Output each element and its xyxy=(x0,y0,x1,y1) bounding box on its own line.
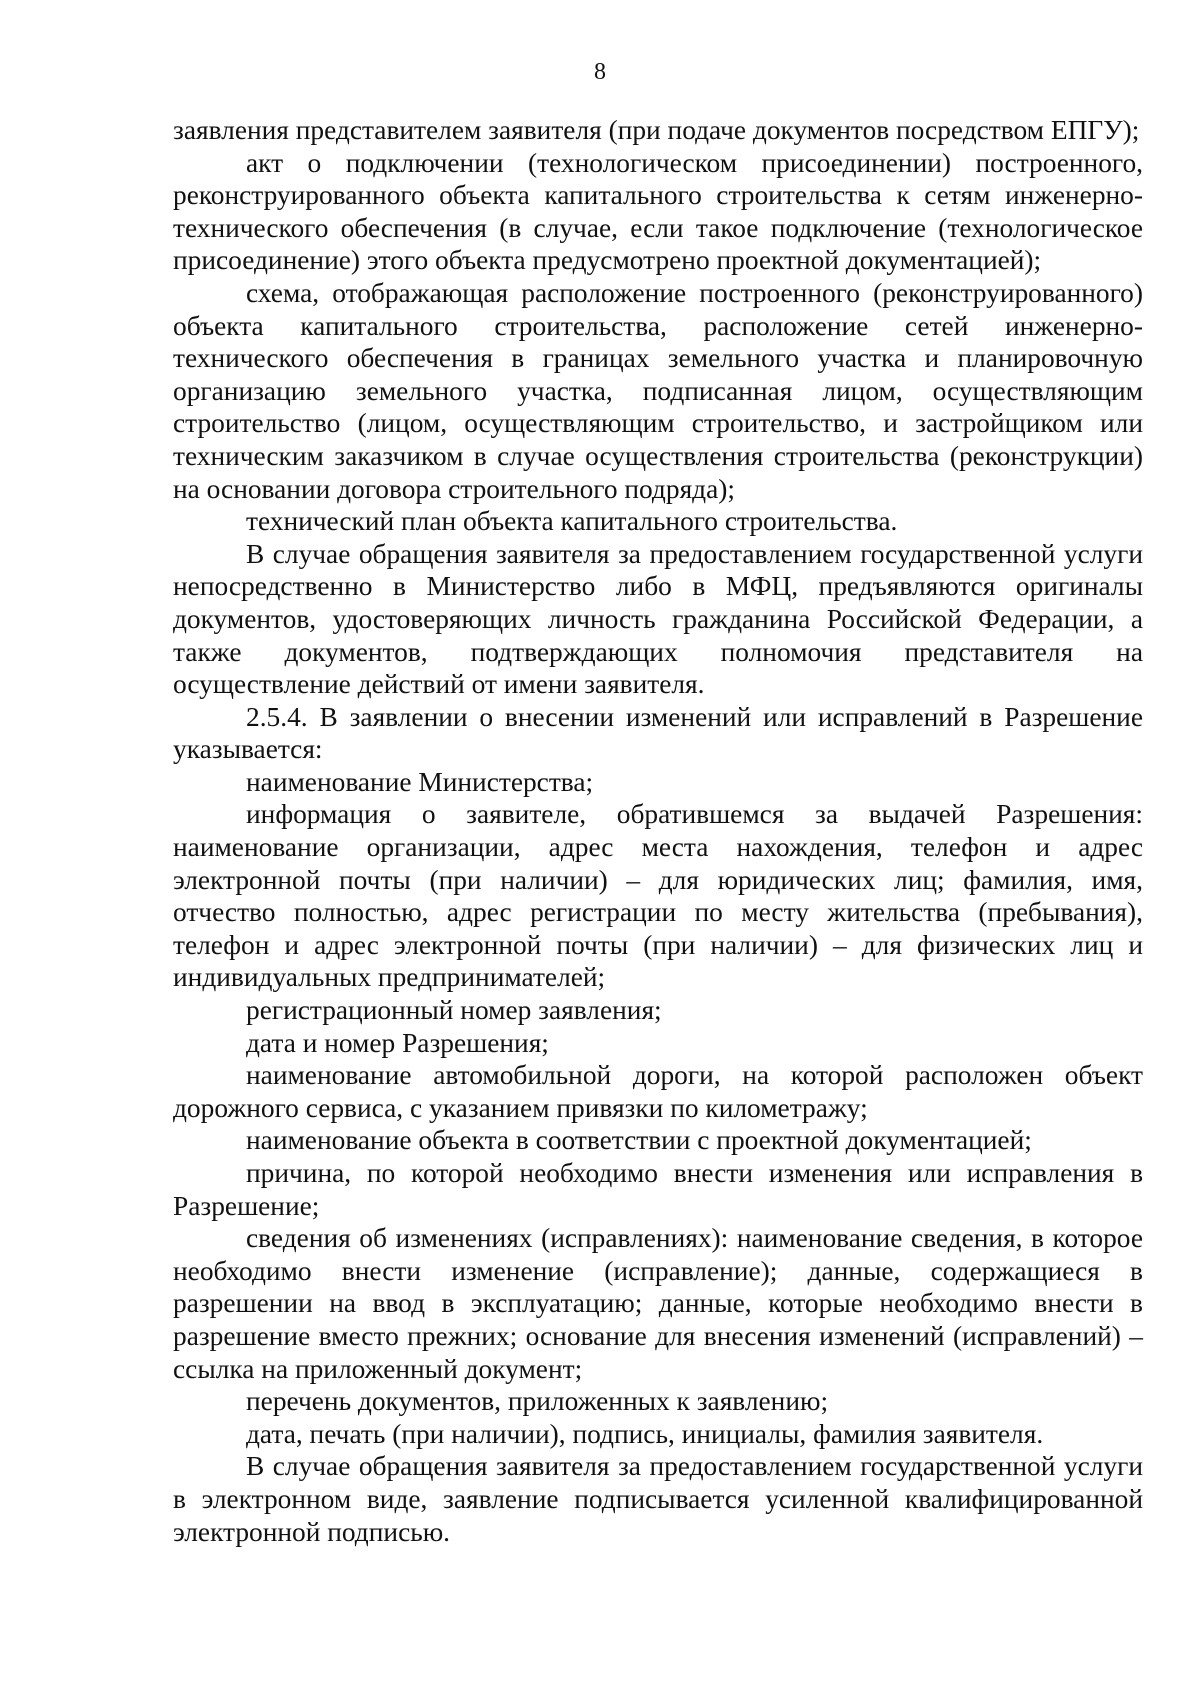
paragraph: перечень документов, приложенных к заявлению; xyxy=(246,1386,829,1417)
paragraph: наименование Министерства; xyxy=(246,766,594,797)
paragraph: технический план объекта капитального строительства. xyxy=(246,506,898,537)
paragraph: наименование объекта в соответствии с проектной документацией; xyxy=(246,1125,1032,1156)
paragraph: сведения об изменениях (исправлениях): наименование сведения, в которое необходимо внести изменение (исправление); данные, содержащиеся в разрешении на ввод в эксплуатацию; данные, которые необходимо внести в разрешение вместо прежних; основание для внесения изменений (исправлений) – ссылка на приложенный документ; xyxy=(173,1223,1143,1384)
document-body xyxy=(173,114,1143,1548)
paragraph: 2.5.4. В заявлении о внесении изменений или исправлений в Разрешение указывается: xyxy=(173,701,1143,765)
paragraph: В случае обращения заявителя за предоставлением государственной услуги непосредственно в Министерство либо в МФЦ, предъявляются оригиналы документов, удостоверяющих личность гражданина Российской Федерации, а также документов, подтверждающих полномочия представителя на осуществление действий от имени заявителя. xyxy=(173,538,1143,700)
paragraph: наименование автомобильной дороги, на которой расположен объект дорожного сервиса, с указанием привязки по километражу; xyxy=(173,1060,1143,1123)
paragraph: регистрационный номер заявления; xyxy=(246,995,662,1026)
paragraph: дата, печать (при наличии), подпись, инициалы, фамилия заявителя. xyxy=(246,1418,1044,1449)
page-number: 8 xyxy=(594,59,606,85)
paragraph: причина, по которой необходимо внести изменения или исправления в Разрешение; xyxy=(173,1158,1143,1221)
paragraph: информация о заявителе, обратившемся за выдачей Разрешения: наименование организации, адрес места нахождения, телефон и адрес электронной почты (при наличии) – для юридических лиц; фамилия, имя, отчество полностью, адрес регистрации по месту жительства (пребывания), телефон и адрес электронной почты (при наличии) – для физических лиц и индивидуальных предпринимателей; xyxy=(173,799,1143,993)
paragraph: акт о подключении (технологическом присоединении) построенного, реконструированного объекта капитального строительства к сетям инженерно-технического обеспечения (в случае, если такое подключение (технологическое присоединение) этого объекта предусмотрено проектной документацией); xyxy=(173,147,1143,276)
paragraph: заявления представителем заявителя (при подаче документов посредством ЕПГУ); xyxy=(173,115,1140,145)
paragraph: дата и номер Разрешения; xyxy=(246,1027,549,1058)
paragraph: схема, отображающая расположение построенного (реконструированного) объекта капитального строительства, расположение сетей инженерно-технического обеспечения в границах земельного участка и планировочную организацию земельного участка, подписанная лицом, осуществляющим строительство (лицом, осуществляющим строительство, и застройщиком или техническим заказчиком в случае осуществления строительства (реконструкции) на основании договора строительного подряда); xyxy=(173,277,1143,504)
paragraph: В случае обращения заявителя за предоставлением государственной услуги в электронном виде, заявление подписывается усиленной квалифицированной электронной подписью. xyxy=(173,1451,1143,1547)
